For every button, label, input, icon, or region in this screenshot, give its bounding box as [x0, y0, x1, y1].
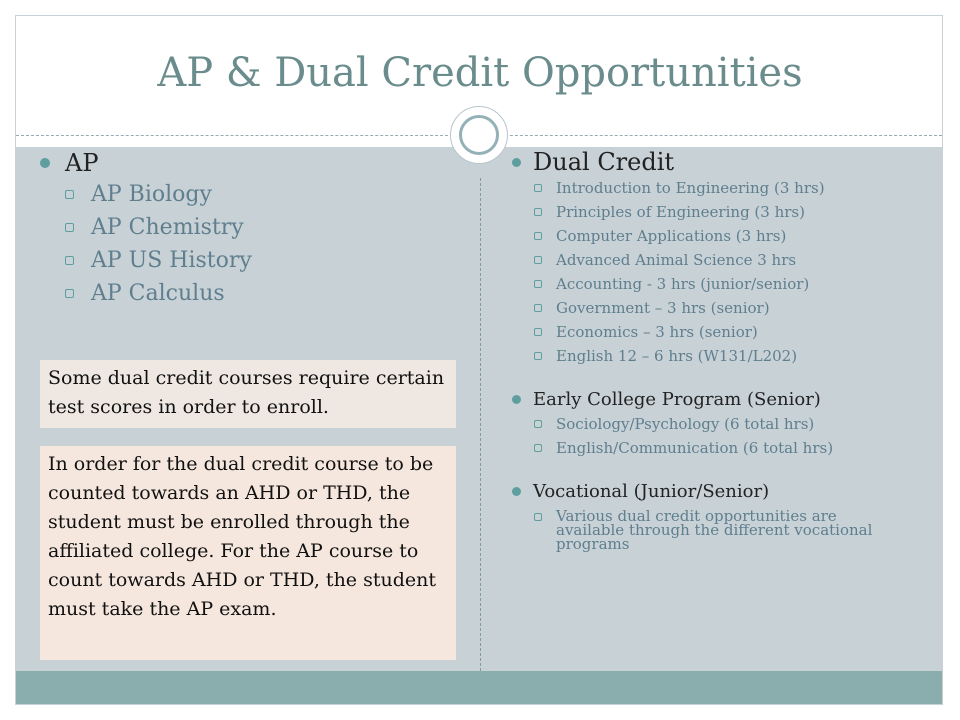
square-bullet-icon	[534, 232, 542, 240]
ap-heading	[40, 148, 460, 178]
spacer	[512, 460, 932, 478]
slide-title: AP & Dual Credit Opportunities	[157, 50, 803, 96]
list-item-label: Government – 3 hrs (senior)	[556, 299, 770, 317]
dual-credit-list	[512, 176, 932, 368]
square-bullet-icon	[534, 280, 542, 288]
list-item	[512, 272, 932, 296]
square-bullet-icon	[534, 208, 542, 216]
footer-band	[16, 671, 942, 704]
early-college-list	[512, 412, 932, 460]
list-item-label: AP Chemistry	[91, 215, 244, 240]
list-item-label: English 12 – 6 hrs (W131/L202)	[556, 347, 798, 365]
square-bullet-icon	[65, 289, 74, 298]
list-item-label: AP Calculus	[91, 281, 225, 306]
vocational-heading-label: Vocational (Junior/Senior)	[533, 480, 770, 502]
list-item-label: Economics – 3 hrs (senior)	[556, 323, 758, 341]
early-college-heading	[512, 386, 932, 412]
list-item-label: Advanced Animal Science 3 hrs	[556, 251, 797, 269]
vocational-list	[512, 504, 932, 551]
square-bullet-icon	[534, 444, 542, 452]
list-item	[40, 178, 460, 211]
list-item-label: Computer Applications (3 hrs)	[556, 227, 787, 245]
test-score-note: Some dual credit courses require certain test scores in order to enroll.	[40, 360, 456, 428]
list-item	[512, 412, 932, 436]
square-bullet-icon	[65, 256, 74, 265]
square-bullet-icon	[534, 304, 542, 312]
square-bullet-icon	[534, 328, 542, 336]
ap-course-list	[40, 178, 460, 310]
circle-ornament-inner-icon	[459, 115, 499, 155]
credit-requirement-note: In order for the dual credit course to be counted towards an AHD or THD, the student must be enrolled through the affiliated college. For the AP course to count towards AHD or THD, the student must take the AP exam.	[40, 446, 456, 660]
square-bullet-icon	[534, 352, 542, 360]
square-bullet-icon	[534, 256, 542, 264]
early-college-heading-label: Early College Program (Senior)	[533, 388, 821, 410]
list-item	[512, 200, 932, 224]
list-item	[40, 211, 460, 244]
dual-credit-heading-label: Dual Credit	[533, 148, 675, 176]
list-item-label: Accounting - 3 hrs (junior/senior)	[556, 275, 810, 293]
bullet-dot-icon	[512, 158, 521, 167]
square-bullet-icon	[65, 190, 74, 199]
list-item-label: Principles of Engineering (3 hrs)	[556, 203, 805, 221]
list-item	[512, 320, 932, 344]
list-item	[512, 504, 904, 551]
ap-column	[40, 148, 460, 310]
list-item	[512, 248, 932, 272]
bullet-dot-icon	[40, 158, 50, 168]
spacer	[512, 368, 932, 386]
bullet-dot-icon	[512, 395, 521, 404]
list-item-label: Sociology/Psychology (6 total hrs)	[556, 415, 815, 433]
square-bullet-icon	[534, 184, 542, 192]
list-item	[512, 296, 932, 320]
dual-credit-column	[512, 148, 932, 551]
list-item	[512, 224, 932, 248]
square-bullet-icon	[534, 420, 542, 428]
list-item-label: English/Communication (6 total hrs)	[556, 439, 834, 457]
square-bullet-icon	[65, 223, 74, 232]
list-item-label: AP US History	[91, 248, 252, 273]
list-item	[512, 344, 932, 368]
list-item-label: Various dual credit opportunities are available through the different vocational programs	[556, 507, 873, 553]
list-item-label: Introduction to Engineering (3 hrs)	[556, 179, 825, 197]
dual-credit-heading	[512, 148, 932, 176]
list-item-label: AP Biology	[91, 182, 212, 207]
square-bullet-icon	[534, 513, 542, 521]
vocational-heading	[512, 478, 932, 504]
list-item	[40, 244, 460, 277]
list-item	[40, 277, 460, 310]
bullet-dot-icon	[512, 487, 521, 496]
list-item	[512, 436, 932, 460]
ap-heading-label: AP	[65, 149, 99, 177]
list-item	[512, 176, 932, 200]
column-divider	[480, 178, 481, 671]
